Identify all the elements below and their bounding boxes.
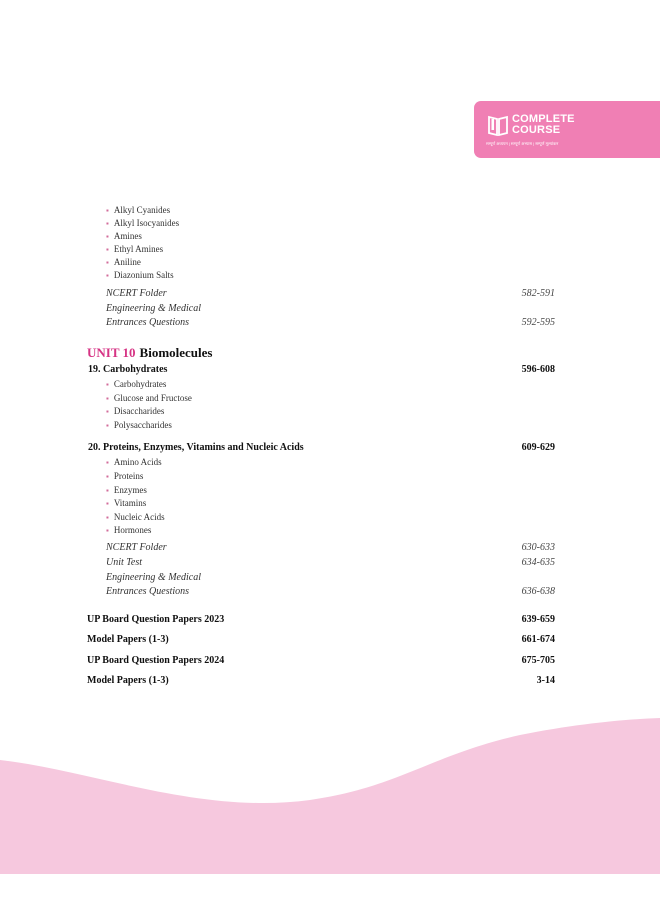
- topic-item: ▪ Amines: [106, 231, 142, 241]
- topic-item: ▪ Glucose and Fructose: [106, 393, 192, 403]
- ncert-folder-pages: 582-591: [521, 288, 555, 299]
- topic-item: ▪ Enzymes: [106, 485, 147, 495]
- entrance-pages: 592-595: [521, 317, 555, 328]
- badge-title-line2: COURSE: [512, 124, 561, 136]
- final-entry-label: UP Board Question Papers 2024: [87, 655, 225, 666]
- topic-item: ▪ Hormones: [106, 525, 151, 535]
- final-entry-pages: 3-14: [536, 675, 555, 686]
- topic-item: ▪ Amino Acids: [106, 457, 162, 467]
- ncert-folder-pages: 630-633: [521, 542, 555, 553]
- topic-item: ▪ Nucleic Acids: [106, 512, 165, 522]
- topic-item: ▪ Diazonium Salts: [106, 270, 174, 280]
- topic-item: ▪ Alkyl Cyanides: [106, 205, 170, 215]
- complete-course-badge: [474, 101, 660, 158]
- entrance-label-line2: Entrances Questions: [106, 317, 190, 328]
- unit-test-pages: 634-635: [521, 557, 555, 568]
- badge-title-line1: COMPLETE: [512, 113, 575, 125]
- final-entry-label: UP Board Question Papers 2023: [87, 614, 225, 625]
- ncert-folder-label: NCERT Folder: [106, 542, 167, 553]
- entrance-pages: 636-638: [521, 586, 555, 597]
- chapter-19-pages: 596-608: [521, 364, 555, 375]
- topic-item: ▪ Disaccharides: [106, 406, 164, 416]
- chapter-20-title: 20. Proteins, Enzymes, Vitamins and Nucleic Acids: [88, 442, 304, 453]
- topic-item: ▪ Carbohydrates: [106, 379, 166, 389]
- final-entry-pages: 639-659: [521, 614, 555, 625]
- decorative-wave: [0, 715, 660, 874]
- badge-tagline: सम्पूर्ण अध्ययन | सम्पूर्ण अभ्यास | सम्पूर्ण मूल्यांकन: [486, 141, 559, 146]
- topic-item: ▪ Alkyl Isocyanides: [106, 218, 179, 228]
- ncert-folder-label: NCERT Folder: [106, 288, 167, 299]
- unit-name: Biomolecules: [139, 345, 213, 360]
- topic-item: ▪ Polysaccharides: [106, 420, 172, 430]
- chapter-20-pages: 609-629: [521, 442, 555, 453]
- topic-item: ▪ Proteins: [106, 471, 143, 481]
- entrance-label-line1: Engineering & Medical: [106, 303, 201, 314]
- final-entry-pages: 661-674: [521, 634, 555, 645]
- topic-item: ▪ Ethyl Amines: [106, 244, 163, 254]
- entrance-label-line2: Entrances Questions: [106, 586, 190, 597]
- entrance-label-line1: Engineering & Medical: [106, 572, 201, 583]
- topic-item: ▪ Vitamins: [106, 498, 146, 508]
- final-entry-label: Model Papers (1-3): [87, 634, 169, 645]
- unit-test-label: Unit Test: [106, 557, 143, 568]
- final-entry-label: Model Papers (1-3): [87, 675, 169, 686]
- chapter-19-title: 19. Carbohydrates: [88, 364, 168, 375]
- open-book-icon: [487, 114, 509, 136]
- topic-item: ▪ Aniline: [106, 257, 141, 267]
- final-entry-pages: 675-705: [521, 655, 555, 666]
- unit-label: UNIT 10: [87, 345, 136, 360]
- unit-heading: [87, 345, 212, 361]
